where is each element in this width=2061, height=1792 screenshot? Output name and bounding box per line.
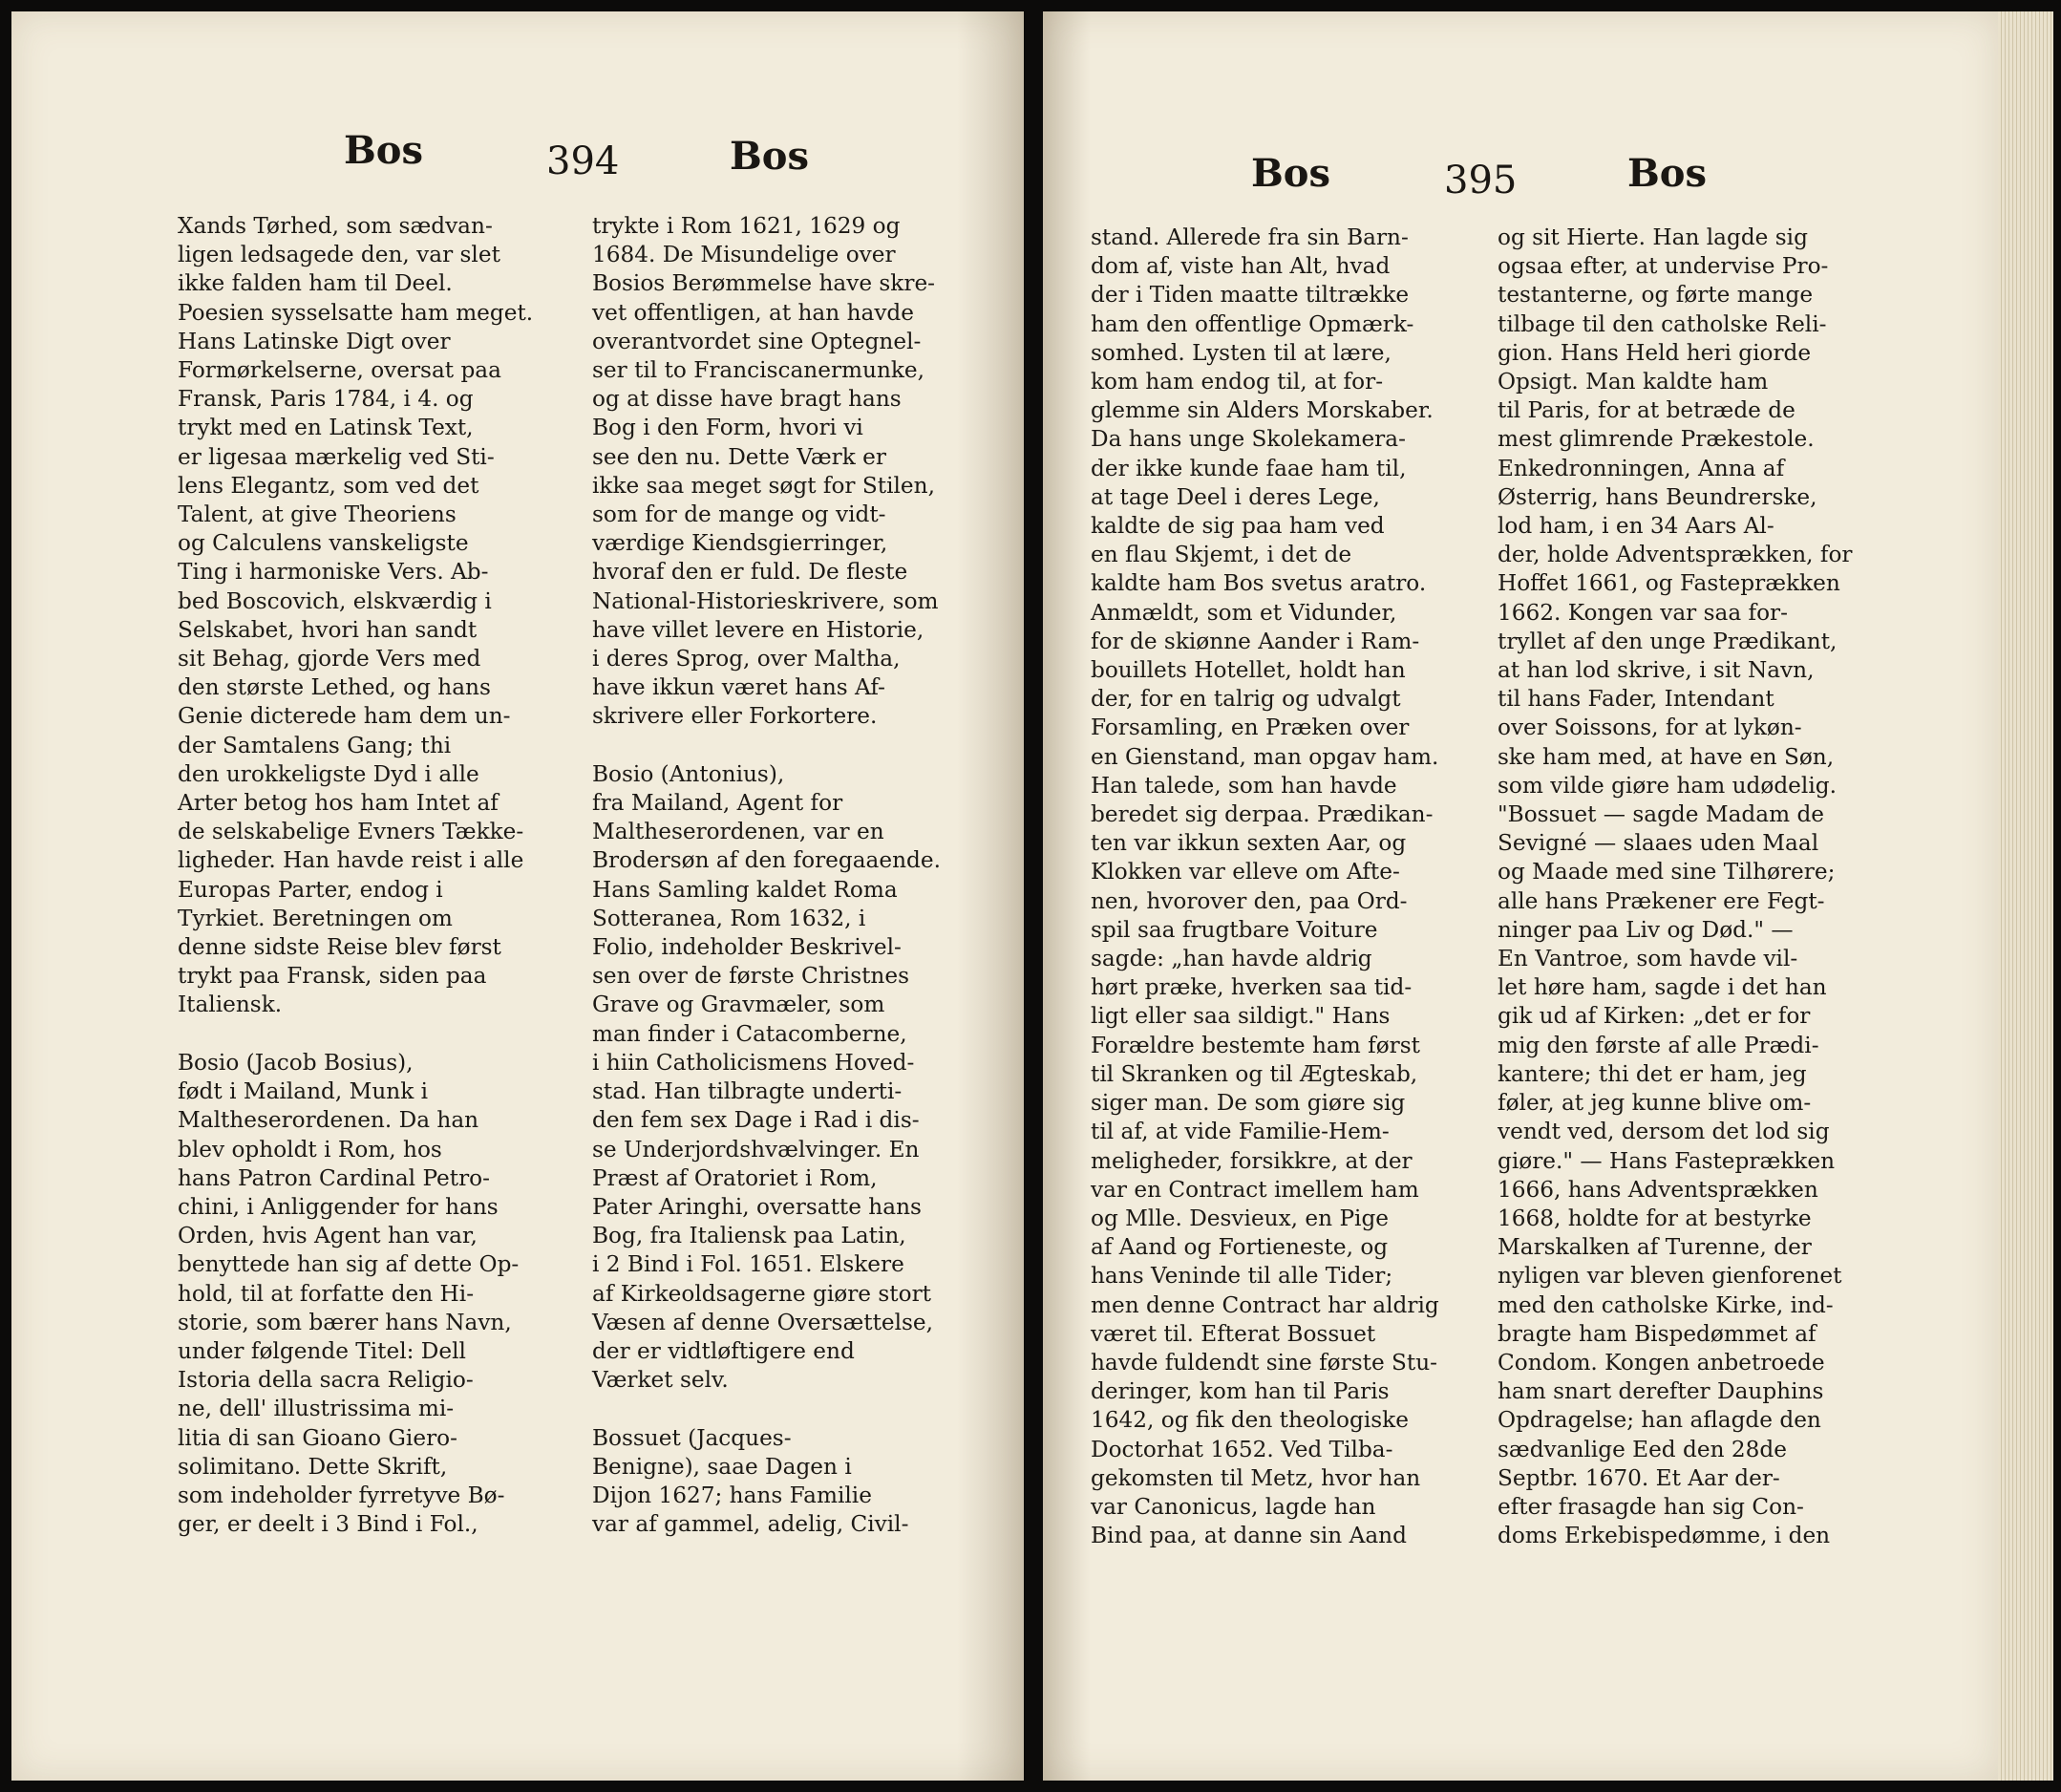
text-line: overantvordet sine Optegnel-	[592, 328, 922, 354]
text-line: nyligen var bleven gienforenet	[1498, 1263, 1842, 1290]
text-line: trykte i Rom 1621, 1629 og	[592, 213, 901, 239]
text-line: som vilde giøre ham udødelig.	[1498, 772, 1837, 799]
text-line: ogsaa efter, at undervise Pro-	[1498, 253, 1829, 280]
text-line: og Mlle. Desvieux, en Pige	[1091, 1205, 1390, 1231]
text-line: Bog, fra Italiensk paa Latin,	[592, 1223, 906, 1249]
text-line: for de skiønne Aander i Ram-	[1091, 628, 1420, 654]
text-line: og Calculens vanskeligste	[178, 530, 469, 557]
text-line: Østerrig, hans Beundrerske,	[1498, 483, 1817, 510]
text-line: vet offentligen, at han havde	[592, 299, 914, 326]
text-line: denne sidste Reise blev først	[178, 934, 501, 961]
text-column-1	[1091, 224, 1439, 1550]
text-line: været til. Efterat Bossuet	[1091, 1320, 1376, 1347]
text-line: stand. Allerede fra sin Barn-	[1091, 224, 1409, 250]
text-column-1	[178, 212, 533, 1539]
text-line: hans Veninde til alle Tider;	[1091, 1263, 1393, 1290]
text-line: blev opholdt i Rom, hos	[178, 1136, 442, 1163]
text-line: benyttede han sig af dette Op-	[178, 1251, 520, 1278]
text-line: i 2 Bind i Fol. 1651. Elskere	[592, 1251, 904, 1278]
text-line: ham snart derefter Dauphins	[1498, 1378, 1824, 1405]
text-line: ham den offentlige Opmærk-	[1091, 310, 1414, 337]
text-line: Ting i harmoniske Vers. Ab-	[178, 559, 489, 586]
text-line: til Skranken og til Ægteskab,	[1091, 1060, 1418, 1087]
text-line: dom af, viste han Alt, hvad	[1091, 253, 1391, 280]
text-line: der er vidtløftigere end	[592, 1337, 855, 1364]
text-line: sædvanlige Eed den 28de	[1498, 1436, 1787, 1462]
text-column-2	[1498, 224, 1853, 1550]
text-line: der, for en talrig og udvalgt	[1091, 686, 1401, 713]
text-line: 1684. De Misundelige over	[592, 242, 896, 268]
text-line: Forsamling, en Præken over	[1091, 715, 1410, 741]
text-line: lod ham, i en 34 Aars Al-	[1498, 513, 1774, 540]
text-line: storie, som bærer hans Navn,	[178, 1309, 512, 1335]
text-line: bouillets Hotellet, holdt han	[1091, 657, 1406, 684]
text-line: Sevigné — slaaes uden Maal	[1498, 830, 1819, 857]
text-line: alle hans Prækener ere Fegt-	[1498, 887, 1825, 914]
text-line: En Vantroe, som havde vil-	[1498, 946, 1798, 972]
text-line: solimitano. Dette Skrift,	[178, 1453, 448, 1480]
text-line: Væsen af denne Oversættelse,	[592, 1309, 934, 1335]
text-line: lens Elegantz, som ved det	[178, 472, 479, 499]
text-line: der Samtalens Gang; thi	[178, 732, 452, 758]
text-line: Klokken var elleve om Afte-	[1091, 859, 1400, 885]
text-line: Doctorhat 1652. Ved Tilba-	[1091, 1436, 1393, 1462]
text-line: Bossuet (Jacques-	[592, 1424, 792, 1451]
text-line: meligheder, forsikkre, at der	[1091, 1147, 1413, 1174]
text-line: der ikke kunde faae ham til,	[1091, 455, 1407, 481]
text-line: vendt ved, dersom det lod sig	[1498, 1119, 1830, 1145]
text-line: Bosios Berømmelse have skre-	[592, 270, 935, 297]
right-page	[1043, 11, 1998, 1781]
text-line: en Gienstand, man opgav ham.	[1091, 743, 1439, 770]
text-line: trykt paa Fransk, siden paa	[178, 963, 487, 990]
text-line: Tyrkiet. Beretningen om	[178, 905, 453, 931]
text-column-2	[592, 212, 941, 1539]
text-line: doms Erkebispedømme, i den	[1498, 1523, 1831, 1549]
text-line: Opsigt. Man kaldte ham	[1498, 369, 1769, 395]
text-line: efter frasagde han sig Con-	[1498, 1493, 1804, 1520]
text-line: spil saa frugtbare Voiture	[1091, 916, 1378, 943]
text-line: til af, at vide Familie-Hem-	[1091, 1119, 1390, 1145]
text-line: Europas Parter, endog i	[178, 876, 443, 903]
text-line: Enkedronningen, Anna af	[1498, 455, 1785, 481]
text-line: men denne Contract har aldrig	[1091, 1291, 1439, 1318]
text-line: var en Contract imellem ham	[1091, 1176, 1419, 1203]
text-line: født i Mailand, Munk i	[178, 1078, 429, 1105]
text-line: see den nu. Dette Værk er	[592, 443, 886, 470]
text-line: var af gammel, adelig, Civil-	[592, 1511, 909, 1538]
text-line: Genie dicterede ham dem un-	[178, 703, 511, 730]
text-line: sen over de første Christnes	[592, 963, 909, 990]
text-line: ske ham med, at have en Søn,	[1498, 743, 1835, 770]
text-line: mest glimrende Prækestole.	[1498, 426, 1815, 453]
running-head-right: Bos	[1627, 151, 1708, 196]
text-line: sagde: „han havde aldrig	[1091, 946, 1372, 972]
text-line: nen, hvorover den, paa Ord-	[1091, 887, 1408, 914]
text-line: deringer, kom han til Paris	[1091, 1378, 1390, 1405]
text-line: tilbage til den catholske Reli-	[1498, 310, 1827, 337]
text-line: fra Mailand, Agent for	[592, 790, 843, 817]
text-line: have ikkun været hans Af-	[592, 674, 885, 701]
text-line: 1666, hans Adventsprækken	[1498, 1176, 1818, 1203]
text-line: kantere; thi det er ham, jeg	[1498, 1060, 1807, 1087]
text-line: bed Boscovich, elskværdig i	[178, 587, 492, 614]
text-line: Han talede, som han havde	[1091, 772, 1397, 799]
page-number: 394	[546, 139, 620, 183]
text-line: værdige Kiendsgierringer,	[592, 530, 888, 557]
text-line: Selskabet, hvori han sandt	[178, 616, 478, 643]
text-line: som indeholder fyrretyve Bø-	[178, 1482, 505, 1508]
paragraph-gap	[592, 1395, 941, 1423]
text-line: Brodersøn af den foregaaende.	[592, 847, 941, 874]
text-line: sit Behag, gjorde Vers med	[178, 646, 481, 672]
text-line: have villet levere en Historie,	[592, 616, 924, 643]
text-line: og at disse have bragt hans	[592, 386, 902, 413]
text-line: bragte ham Bispedømmet af	[1498, 1320, 1817, 1347]
text-line: ligen ledsagede den, var slet	[178, 242, 500, 268]
text-line: og Maade med sine Tilhørere;	[1498, 859, 1836, 885]
text-line: at tage Deel i deres Lege,	[1091, 483, 1380, 510]
text-line: trykt med en Latinsk Text,	[178, 415, 474, 441]
text-line: Folio, indeholder Beskrivel-	[592, 934, 902, 961]
text-line: giøre." — Hans Fasteprækken	[1498, 1147, 1835, 1174]
text-line: at han lod skrive, i sit Navn,	[1498, 657, 1815, 684]
text-line: gion. Hans Held heri giorde	[1498, 339, 1812, 366]
text-line: de selskabelige Evners Tække-	[178, 819, 524, 845]
text-line: Arter betog hos ham Intet af	[178, 790, 499, 817]
text-line: National-Historieskrivere, som	[592, 587, 939, 614]
text-line: stad. Han tilbragte underti-	[592, 1078, 903, 1105]
text-line: Marskalken af Turenne, der	[1498, 1234, 1812, 1261]
text-line: den fem sex Dage i Rad i dis-	[592, 1107, 920, 1134]
text-line: ligheder. Han havde reist i alle	[178, 847, 524, 874]
text-line: hold, til at forfatte den Hi-	[178, 1280, 475, 1307]
text-line: gekomsten til Metz, hvor han	[1091, 1464, 1421, 1491]
text-line: hvoraf den er fuld. De fleste	[592, 559, 908, 586]
text-line: somhed. Lysten til at lære,	[1091, 339, 1392, 366]
text-line: glemme sin Alders Morskaber.	[1091, 397, 1434, 424]
paragraph-gap	[178, 1020, 533, 1049]
text-line: med den catholske Kirke, ind-	[1498, 1291, 1834, 1318]
text-line: ger, er deelt i 3 Bind i Fol.,	[178, 1511, 478, 1538]
text-line: kaldte de sig paa ham ved	[1091, 513, 1385, 540]
text-line: kom ham endog til, at for-	[1091, 369, 1384, 395]
text-line: til hans Fader, Intendant	[1498, 686, 1774, 713]
text-line: "Bossuet — sagde Madam de	[1498, 801, 1825, 828]
running-head-right: Bos	[730, 134, 810, 179]
text-line: Bog i den Form, hvori vi	[592, 415, 863, 441]
text-line: let høre ham, sagde i det han	[1498, 974, 1827, 1001]
text-line: ten var ikkun sexten Aar, og	[1091, 830, 1407, 857]
text-line: litia di san Gioano Giero-	[178, 1424, 457, 1451]
text-line: siger man. De som giøre sig	[1091, 1090, 1406, 1117]
text-line: skrivere eller Forkortere.	[592, 703, 878, 730]
text-line: mig den første af alle Prædi-	[1498, 1032, 1819, 1058]
text-line: se Underjordshvælvinger. En	[592, 1136, 920, 1163]
text-line: ligt eller saa sildigt." Hans	[1091, 1003, 1391, 1030]
text-line: testanterne, og førte mange	[1498, 282, 1814, 309]
text-line: hørt præke, hverken saa tid-	[1091, 974, 1413, 1001]
text-line: som for de mange og vidt-	[592, 501, 886, 528]
text-line: ikke falden ham til Deel.	[178, 270, 453, 297]
text-line: Værket selv.	[592, 1367, 729, 1394]
text-line: Orden, hvis Agent han var,	[178, 1223, 478, 1249]
text-line: var Canonicus, lagde han	[1091, 1493, 1376, 1520]
text-line: Opdragelse; han aflagde den	[1498, 1407, 1821, 1434]
text-line: kaldte ham Bos svetus aratro.	[1091, 570, 1427, 597]
text-line: Præst af Oratoriet i Rom,	[592, 1164, 878, 1191]
text-line: er ligesaa mærkelig ved Sti-	[178, 443, 495, 470]
page-number: 395	[1444, 159, 1518, 203]
text-line: Istoria della sacra Religio-	[178, 1367, 474, 1394]
text-line: Grave og Gravmæler, som	[592, 992, 885, 1018]
text-line: Hans Samling kaldet Roma	[592, 876, 898, 903]
text-line: hans Patron Cardinal Petro-	[178, 1164, 490, 1191]
text-line: Bosio (Antonius),	[592, 760, 785, 787]
text-line: 1642, og fik den theologiske	[1091, 1407, 1409, 1434]
text-line: Fransk, Paris 1784, i 4. og	[178, 386, 474, 413]
text-line: Bind paa, at danne sin Aand	[1091, 1523, 1407, 1549]
text-line: den største Lethed, og hans	[178, 674, 491, 701]
paragraph-gap	[592, 732, 941, 760]
text-line: under følgende Titel: Dell	[178, 1337, 466, 1364]
text-line: man finder i Catacomberne,	[592, 1020, 907, 1047]
text-line: 1668, holdte for at bestyrke	[1498, 1205, 1812, 1231]
text-line: Condom. Kongen anbetroede	[1498, 1349, 1825, 1376]
text-line: beredet sig derpaa. Prædikan-	[1091, 801, 1434, 828]
text-line: Formørkelserne, oversat paa	[178, 357, 501, 384]
text-line: den urokkeligste Dyd i alle	[178, 760, 479, 787]
page-edges	[1998, 11, 2053, 1781]
text-line: Dijon 1627; hans Familie	[592, 1482, 872, 1508]
text-line: chini, i Anliggender for hans	[178, 1193, 499, 1220]
text-line: Maltheserordenen, var en	[592, 819, 884, 845]
text-line: Septbr. 1670. Et Aar der-	[1498, 1464, 1780, 1491]
text-line: Anmældt, som et Vidunder,	[1091, 599, 1397, 626]
text-line: ninger paa Liv og Død." —	[1498, 916, 1794, 943]
text-line: i deres Sprog, over Maltha,	[592, 646, 901, 672]
text-line: til Paris, for at betræde de	[1498, 397, 1795, 424]
text-line: over Soissons, for at lykøn-	[1498, 715, 1802, 741]
running-head-left: Bos	[344, 128, 424, 173]
text-line: Talent, at give Theoriens	[178, 501, 457, 528]
text-line: af Kirkeoldsagerne giøre stort	[592, 1280, 931, 1307]
text-line: Benigne), saae Dagen i	[592, 1453, 852, 1480]
text-line: ne, dell' illustrissima mi-	[178, 1396, 455, 1422]
text-line: havde fuldendt sine første Stu-	[1091, 1349, 1438, 1376]
text-line: af Aand og Fortieneste, og	[1091, 1234, 1389, 1261]
text-line: Hoffet 1661, og Fasteprækken	[1498, 570, 1840, 597]
text-line: 1662. Kongen var saa for-	[1498, 599, 1788, 626]
running-head-left: Bos	[1251, 151, 1331, 196]
text-line: ser til to Franciscanermunke,	[592, 357, 925, 384]
text-line: Pater Aringhi, oversatte hans	[592, 1193, 922, 1220]
text-line: Forældre bestemte ham først	[1091, 1032, 1420, 1058]
text-line: gik ud af Kirken: „det er for	[1498, 1003, 1811, 1030]
text-line: Maltheserordenen. Da han	[178, 1107, 479, 1134]
text-line: der, holde Adventsprækken, for	[1498, 542, 1853, 568]
text-line: føler, at jeg kunne blive om-	[1498, 1090, 1812, 1117]
text-line: tryllet af den unge Prædikant,	[1498, 628, 1838, 654]
text-line: Poesien sysselsatte ham meget.	[178, 299, 534, 326]
text-line: Hans Latinske Digt over	[178, 328, 451, 354]
text-line: en flau Skjemt, i det de	[1091, 542, 1352, 568]
text-line: Italiensk.	[178, 992, 283, 1018]
text-line: og sit Hierte. Han lagde sig	[1498, 224, 1808, 250]
text-line: Bosio (Jacob Bosius),	[178, 1049, 414, 1076]
left-page	[11, 11, 1024, 1781]
text-line: Da hans unge Skolekamera-	[1091, 426, 1406, 453]
text-line: i hiin Catholicismens Hoved-	[592, 1049, 915, 1076]
text-line: ikke saa meget søgt for Stilen,	[592, 472, 935, 499]
text-line: Xands Tørhed, som sædvan-	[178, 213, 493, 239]
text-line: Sotteranea, Rom 1632, i	[592, 905, 866, 931]
text-line: der i Tiden maatte tiltrække	[1091, 282, 1410, 309]
